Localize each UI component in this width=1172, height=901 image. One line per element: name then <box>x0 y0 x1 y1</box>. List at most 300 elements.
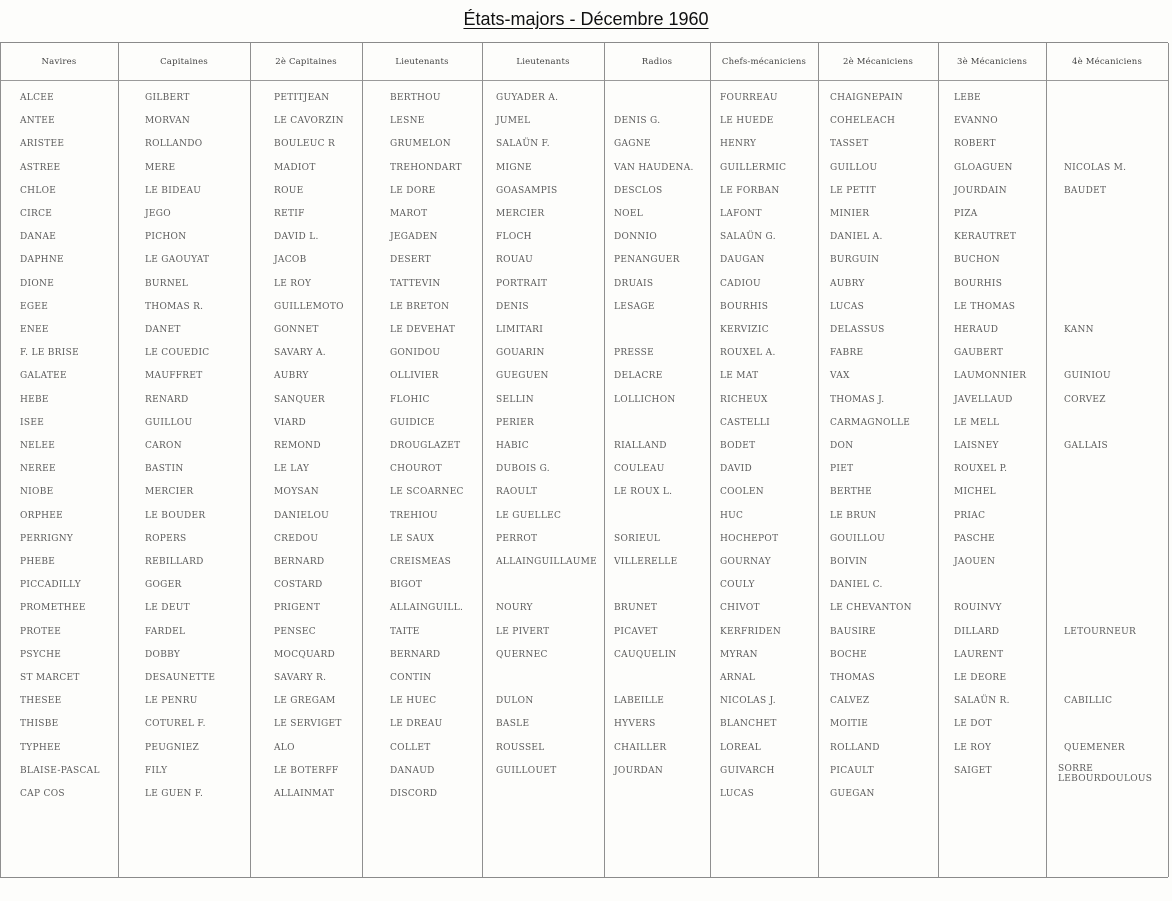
column-header: Navires <box>41 57 77 67</box>
table-cell: LE FORBAN <box>720 185 780 196</box>
table-cell: OLLIVIER <box>390 371 439 382</box>
table-cell: HEBE <box>20 394 49 405</box>
table-cell: ENEE <box>20 325 49 335</box>
table-cell: NIOBE <box>20 487 54 498</box>
table-cell: LE ROUX L. <box>614 487 673 498</box>
table-cell: ISEE <box>20 417 45 428</box>
table-cell: LE HUEC <box>390 696 437 707</box>
table-cell: HERAUD <box>954 325 999 335</box>
table-cell: LE MAT <box>720 371 759 382</box>
table-cell: PRIGENT <box>274 603 321 614</box>
officers-table <box>0 42 1168 878</box>
table-cell: PORTRAIT <box>496 278 548 289</box>
column-divider <box>118 43 119 877</box>
table-cell: DILLARD <box>954 626 1000 637</box>
table-cell: DONNIO <box>614 232 658 243</box>
table-cell: DANAUD <box>390 765 435 776</box>
table-cell: ROLLAND <box>830 742 880 753</box>
table-cell: LE GUEN F. <box>145 789 204 799</box>
table-cell: JAOUEN <box>954 557 996 567</box>
table-cell: ORPHEE <box>20 510 63 521</box>
table-cell: LAUMONNIER <box>954 371 1027 382</box>
table-cell: GUILLOUET <box>496 765 557 776</box>
table-cell: ALLAINGUILL. <box>390 603 464 614</box>
column-divider <box>362 43 363 877</box>
table-cell: KANN <box>1064 325 1094 335</box>
table-cell: JOURDAIN <box>954 185 1007 196</box>
table-cell: THOMAS R. <box>145 301 204 312</box>
table-cell: NOEL <box>614 209 643 219</box>
table-cell: TYPHEE <box>20 742 61 753</box>
table-cell: LE SERVIGET <box>274 719 342 730</box>
table-cell: LE GUELLEC <box>496 510 562 521</box>
table-cell: DELACRE <box>614 371 663 382</box>
table-cell: DELASSUS <box>830 325 885 335</box>
table-cell: COHELEACH <box>830 116 896 127</box>
table-cell: LESNE <box>390 116 425 127</box>
table-cell: LE CAVORZIN <box>274 116 344 127</box>
table-cell: MICHEL <box>954 487 996 498</box>
table-cell: PIZA <box>954 209 978 219</box>
table-cell: GUILLEMOTO <box>274 301 344 312</box>
table-cell: COOLEN <box>720 487 764 498</box>
table-cell: LE BOUDER <box>145 510 206 521</box>
table-cell: FLOHIC <box>390 394 430 405</box>
table-cell: AUBRY <box>830 278 865 289</box>
table-cell: BERTHOU <box>390 93 441 103</box>
table-cell: ROUXEL A. <box>720 348 776 359</box>
table-cell: ROPERS <box>145 533 187 544</box>
column-header: Radios <box>641 57 673 67</box>
column-divider <box>604 43 605 877</box>
table-cell: LE HUEDE <box>720 116 774 127</box>
table-cell: QUEMENER <box>1064 742 1125 753</box>
column-header: 3è Mécaniciens <box>956 57 1028 67</box>
table-cell: PICCADILLY <box>20 580 81 591</box>
table-cell: LETOURNEUR <box>1064 626 1137 637</box>
table-cell: PENANGUER <box>614 255 680 266</box>
table-cell: PROTEE <box>20 626 62 637</box>
table-cell: GOGER <box>145 580 182 591</box>
table-cell: GILBERT <box>145 93 190 103</box>
table-cell: THOMAS J. <box>830 394 885 405</box>
table-cell: PSYCHE <box>20 649 62 660</box>
table-cell: GLOAGUEN <box>954 162 1013 173</box>
table-cell: DANIEL C. <box>830 580 883 591</box>
table-cell: LUCAS <box>830 301 865 312</box>
table-cell: EGEE <box>20 301 49 312</box>
table-cell: GAUBERT <box>954 348 1004 359</box>
table-cell: KERVIZIC <box>720 325 769 335</box>
table-cell: FILY <box>145 765 168 776</box>
table-cell: PIET <box>830 464 854 475</box>
table-cell: BOIVIN <box>830 557 868 567</box>
table-cell: BASTIN <box>145 464 184 475</box>
table-cell: GOUARIN <box>496 348 545 359</box>
table-cell: BIGOT <box>390 580 423 591</box>
table-cell: KERAUTRET <box>954 232 1017 243</box>
header-divider <box>0 80 1168 81</box>
column-divider <box>710 43 711 877</box>
table-cell: TATTEVIN <box>390 278 441 289</box>
table-cell: CAP COS <box>20 789 65 799</box>
table-cell: VAX <box>830 371 850 382</box>
table-cell: GUIDICE <box>390 417 435 428</box>
table-cell: TASSET <box>830 139 869 150</box>
table-cell: MERE <box>145 162 176 173</box>
table-cell: CASTELLI <box>720 417 771 428</box>
column-divider <box>1046 43 1047 877</box>
table-cell: DANAE <box>20 232 57 243</box>
table-cell: MAUFFRET <box>145 371 203 382</box>
table-cell: MOCQUARD <box>274 649 336 660</box>
table-cell: BODET <box>720 441 756 451</box>
table-cell: LE PENRU <box>145 696 198 707</box>
table-cell: ALCEE <box>20 93 55 103</box>
table-cell: DESERT <box>390 255 431 266</box>
column-header: Lieutenants <box>516 57 570 67</box>
table-cell: LE DOT <box>954 719 992 730</box>
table-cell: CIRCE <box>20 209 53 219</box>
table-cell: HOCHEPOT <box>720 533 779 544</box>
column-divider <box>482 43 483 877</box>
column-header: 2è Mécaniciens <box>842 57 914 67</box>
table-cell: LE BRETON <box>390 301 450 312</box>
table-cell: SALAÜN F. <box>496 139 550 150</box>
table-cell: PERIER <box>496 417 535 428</box>
table-cell: SALAÜN G. <box>720 232 776 243</box>
table-cell: BOURHIS <box>954 278 1003 289</box>
table-cell: LE COUEDIC <box>145 348 210 359</box>
table-cell: GONIDOU <box>390 348 441 359</box>
table-cell: MYRAN <box>720 649 758 660</box>
table-cell: DENIS <box>496 301 529 312</box>
table-cell: BURNEL <box>145 278 189 289</box>
table-cell: JACOB <box>274 255 307 266</box>
table-cell: CREISMEAS <box>390 557 452 567</box>
table-cell: PICHON <box>145 232 187 243</box>
table-cell: MERCIER <box>496 209 545 219</box>
table-cell: JEGO <box>145 209 171 219</box>
table-cell: SANQUER <box>274 394 325 405</box>
table-cell: BLAISE-PASCAL <box>20 765 100 776</box>
table-cell: RAOULT <box>496 487 538 498</box>
table-cell: DAVID <box>720 464 753 475</box>
table-cell: ASTREE <box>20 162 61 173</box>
table-cell: COULEAU <box>614 464 665 475</box>
table-cell: GALATEE <box>20 371 67 382</box>
table-cell: GRUMELON <box>390 139 451 150</box>
table-cell: DANIEL A. <box>830 232 883 243</box>
table-cell: LE DORE <box>390 185 436 196</box>
table-cell: LE SCOARNEC <box>390 487 464 498</box>
table-cell: MAROT <box>390 209 428 219</box>
table-cell: DROUGLAZET <box>390 441 461 451</box>
table-cell: SORIEUL <box>614 533 661 544</box>
table-cell: DISCORD <box>390 789 438 799</box>
page-title: États-majors - Décembre 1960 <box>463 9 709 29</box>
table-cell: CHLOE <box>20 185 57 196</box>
table-cell: LUCAS <box>720 789 755 799</box>
table-cell: LE GREGAM <box>274 696 336 707</box>
table-cell: BLANCHET <box>720 719 777 730</box>
table-cell: GONNET <box>274 325 319 335</box>
column-header: 4è Mécaniciens <box>1071 57 1143 67</box>
table-cell: NELEE <box>20 441 56 451</box>
table-cell: SAIGET <box>954 765 992 776</box>
table-cell: CAUQUELIN <box>614 649 677 660</box>
table-cell: FOURREAU <box>720 93 778 103</box>
table-cell: QUERNEC <box>496 649 548 660</box>
table-cell: FARDEL <box>145 626 186 637</box>
table-cell: BOURHIS <box>720 301 769 312</box>
table-cell: CORVEZ <box>1064 394 1106 405</box>
table-cell: DANIELOU <box>274 510 330 521</box>
table-cell: EVANNO <box>954 116 998 127</box>
column-header: Lieutenants <box>395 57 449 67</box>
table-cell: HUC <box>720 510 744 521</box>
table-cell: GOURNAY <box>720 557 771 567</box>
table-cell: TAITE <box>390 626 420 637</box>
table-cell: ARNAL <box>720 673 756 683</box>
table-cell: GALLAIS <box>1064 441 1108 451</box>
table-cell: LAISNEY <box>954 441 999 451</box>
table-cell: JOURDAN <box>614 765 664 776</box>
column-divider <box>938 43 939 877</box>
table-cell: DESCLOS <box>614 185 663 196</box>
table-cell: SORRE LEBOURDOULOUS <box>1058 763 1153 784</box>
table-cell: DAPHNE <box>20 255 64 266</box>
table-cell: GAGNE <box>614 139 651 150</box>
table-cell: SELLIN <box>496 394 534 405</box>
table-cell: ROUXEL P. <box>954 464 1008 475</box>
table-cell: JUMEL <box>496 116 531 127</box>
table-cell: NICOLAS J. <box>720 696 776 707</box>
table-cell: HYVERS <box>614 719 656 730</box>
table-cell: DRUAIS <box>614 278 654 289</box>
table-cell: PRESSE <box>614 348 654 359</box>
column-header: 2è Capitaines <box>275 57 337 67</box>
table-cell: LE PETIT <box>830 185 876 196</box>
table-cell: PHEBE <box>20 557 56 567</box>
table-cell: JEGADEN <box>390 232 438 243</box>
table-cell: HABIC <box>496 441 529 451</box>
table-cell: LOLLICHON <box>614 394 676 405</box>
table-cell: VILLERELLE <box>614 557 678 567</box>
table-cell: HENRY <box>720 139 757 150</box>
table-cell: LE BIDEAU <box>145 185 202 196</box>
table-cell: GUIVARCH <box>720 765 775 776</box>
table-cell: NOURY <box>496 603 533 614</box>
table-cell: CARON <box>145 441 182 451</box>
table-cell: ALLAINMAT <box>274 789 335 799</box>
table-cell: MORVAN <box>145 116 191 127</box>
table-cell: PERRIGNY <box>20 533 74 544</box>
table-cell: LE ROY <box>954 742 992 753</box>
table-cell: SAVARY A. <box>274 348 326 359</box>
table-cell: LE GAOUYAT <box>145 255 210 266</box>
table-cell: BASLE <box>496 719 530 730</box>
table-cell: BUCHON <box>954 255 1000 266</box>
table-cell: THISBE <box>20 719 59 730</box>
table-cell: TREHIOU <box>390 510 438 521</box>
table-cell: LE DEUT <box>145 603 190 614</box>
table-cell: COTUREL F. <box>145 719 206 730</box>
table-cell: CHIVOT <box>720 603 760 614</box>
table-cell: BAUDET <box>1064 185 1107 196</box>
table-cell: MOYSAN <box>274 487 319 498</box>
table-cell: LE MELL <box>954 417 1000 428</box>
table-cell: F. LE BRISE <box>20 348 79 359</box>
table-cell: MOITIE <box>830 719 869 730</box>
table-cell: LE CHEVANTON <box>830 603 912 614</box>
table-cell: MERCIER <box>145 487 194 498</box>
table-cell: JAVELLAUD <box>954 394 1013 405</box>
table-cell: LE BRUN <box>830 510 877 521</box>
table-cell: ROLLANDO <box>145 139 203 150</box>
table-cell: LE ROY <box>274 278 312 289</box>
table-cell: GOASAMPIS <box>496 185 558 196</box>
table-cell: LABEILLE <box>614 696 665 707</box>
column-divider <box>0 43 1 877</box>
table-cell: COSTARD <box>274 580 323 591</box>
table-cell: GUINIOU <box>1064 371 1111 382</box>
table-cell: CHOUROT <box>390 464 442 475</box>
table-cell: MADIOT <box>274 162 316 173</box>
column-header: Chefs-mécaniciens <box>721 57 807 67</box>
table-cell: LE DREAU <box>390 719 443 730</box>
table-cell: CADIOU <box>720 278 761 289</box>
table-cell: BOCHE <box>830 649 867 660</box>
table-cell: LIMITARI <box>496 325 544 335</box>
table-cell: ARISTEE <box>20 139 65 150</box>
table-cell: DOBBY <box>145 649 181 660</box>
table-cell: BERTHE <box>830 487 873 498</box>
table-cell: DESAUNETTE <box>145 673 216 683</box>
column-divider <box>818 43 819 877</box>
table-cell: TREHONDART <box>390 162 462 173</box>
table-cell: LE LAY <box>274 464 310 475</box>
table-cell: LE DEORE <box>954 673 1007 683</box>
table-cell: LE BOTERFF <box>274 765 339 776</box>
table-cell: ROUE <box>274 185 304 196</box>
table-cell: FLOCH <box>496 232 532 243</box>
table-cell: PEUGNIEZ <box>145 742 200 753</box>
table-cell: SAVARY R. <box>274 673 327 683</box>
table-cell: BURGUIN <box>830 255 880 266</box>
table-cell: CARMAGNOLLE <box>830 417 911 428</box>
table-cell: THESEE <box>20 696 62 707</box>
table-cell: BERNARD <box>274 557 325 567</box>
table-cell: RENARD <box>145 394 189 405</box>
table-cell: CALVEZ <box>830 696 870 707</box>
table-cell: KERFRIDEN <box>720 626 782 637</box>
table-cell: COLLET <box>390 742 431 753</box>
table-cell: ROUAU <box>496 255 534 266</box>
table-cell: DENIS G. <box>614 116 661 127</box>
table-cell: ROUINVY <box>954 603 1002 614</box>
table-cell: VIARD <box>274 417 307 428</box>
column-divider <box>1168 43 1169 877</box>
table-cell: PRIAC <box>954 510 986 521</box>
table-cell: PETITJEAN <box>274 93 330 103</box>
table-cell: LE DEVEHAT <box>390 325 456 335</box>
table-cell: DON <box>830 441 854 451</box>
table-cell: VAN HAUDENA. <box>614 162 694 173</box>
table-cell: BRUNET <box>614 603 658 614</box>
table-cell: CHAILLER <box>614 742 667 753</box>
table-cell: BAUSIRE <box>830 626 876 637</box>
table-cell: DIONE <box>20 278 55 289</box>
column-header: Capitaines <box>160 57 208 67</box>
table-cell: DAVID L. <box>274 232 319 243</box>
table-cell: REMOND <box>274 441 321 451</box>
table-cell: DAUGAN <box>720 255 765 266</box>
table-cell: ROUSSEL <box>496 742 545 753</box>
table-cell: AUBRY <box>274 371 309 382</box>
table-cell: LESAGE <box>614 301 655 312</box>
table-cell: REBILLARD <box>145 557 204 567</box>
table-cell: ST MARCET <box>20 673 80 683</box>
column-divider <box>250 43 251 877</box>
table-cell: GUEGAN <box>830 789 875 799</box>
table-cell: PICAULT <box>830 765 874 776</box>
table-cell: LE THOMAS <box>954 301 1016 312</box>
table-cell: PROMETHEE <box>20 603 86 614</box>
table-cell: RIALLAND <box>614 441 667 451</box>
table-cell: NEREE <box>20 464 56 475</box>
table-cell: ALO <box>274 742 295 753</box>
table-cell: DANET <box>145 325 181 335</box>
table-cell: GOUILLOU <box>830 533 886 544</box>
table-cell: CHAIGNEPAIN <box>830 93 903 103</box>
table-cell: FABRE <box>830 348 864 359</box>
table-cell: NICOLAS M. <box>1064 162 1127 173</box>
table-cell: COULY <box>720 580 755 591</box>
table-cell: LE SAUX <box>390 533 435 544</box>
table-cell: LAURENT <box>954 649 1004 660</box>
table-cell: PASCHE <box>954 533 995 544</box>
table-cell: DUBOIS G. <box>496 464 550 475</box>
table-cell: LEBE <box>954 93 981 103</box>
table-cell: ROBERT <box>954 139 996 150</box>
table-cell: LAFONT <box>720 209 762 219</box>
table-cell: CONTIN <box>390 673 432 683</box>
table-cell: RETIF <box>274 209 305 219</box>
table-cell: MIGNE <box>496 162 532 173</box>
table-cell: GUYADER A. <box>496 93 559 103</box>
table-cell: GUEGUEN <box>496 371 549 382</box>
table-cell: DULON <box>496 696 534 707</box>
table-cell: BERNARD <box>390 649 441 660</box>
table-cell: GUILLOU <box>830 162 878 173</box>
table-cell: PERROT <box>496 533 538 544</box>
table-cell: CABILLIC <box>1064 696 1113 707</box>
table-cell: GUILLOU <box>145 417 193 428</box>
table-cell: SALAÜN R. <box>954 696 1010 707</box>
table-cell: CREDOU <box>274 533 319 544</box>
table-cell: PENSEC <box>274 626 316 637</box>
table-cell: PICAVET <box>614 626 658 637</box>
table-cell: ANTEE <box>20 116 56 127</box>
table-cell: BOULEUC R <box>274 139 336 150</box>
table-cell: LE PIVERT <box>496 626 550 637</box>
table-cell: RICHEUX <box>720 394 768 405</box>
table-cell: MINIER <box>830 209 870 219</box>
table-cell: ALLAINGUILLAUME <box>496 557 598 567</box>
table-cell: GUILLERMIC <box>720 162 787 173</box>
table-cell: LOREAL <box>720 742 761 753</box>
